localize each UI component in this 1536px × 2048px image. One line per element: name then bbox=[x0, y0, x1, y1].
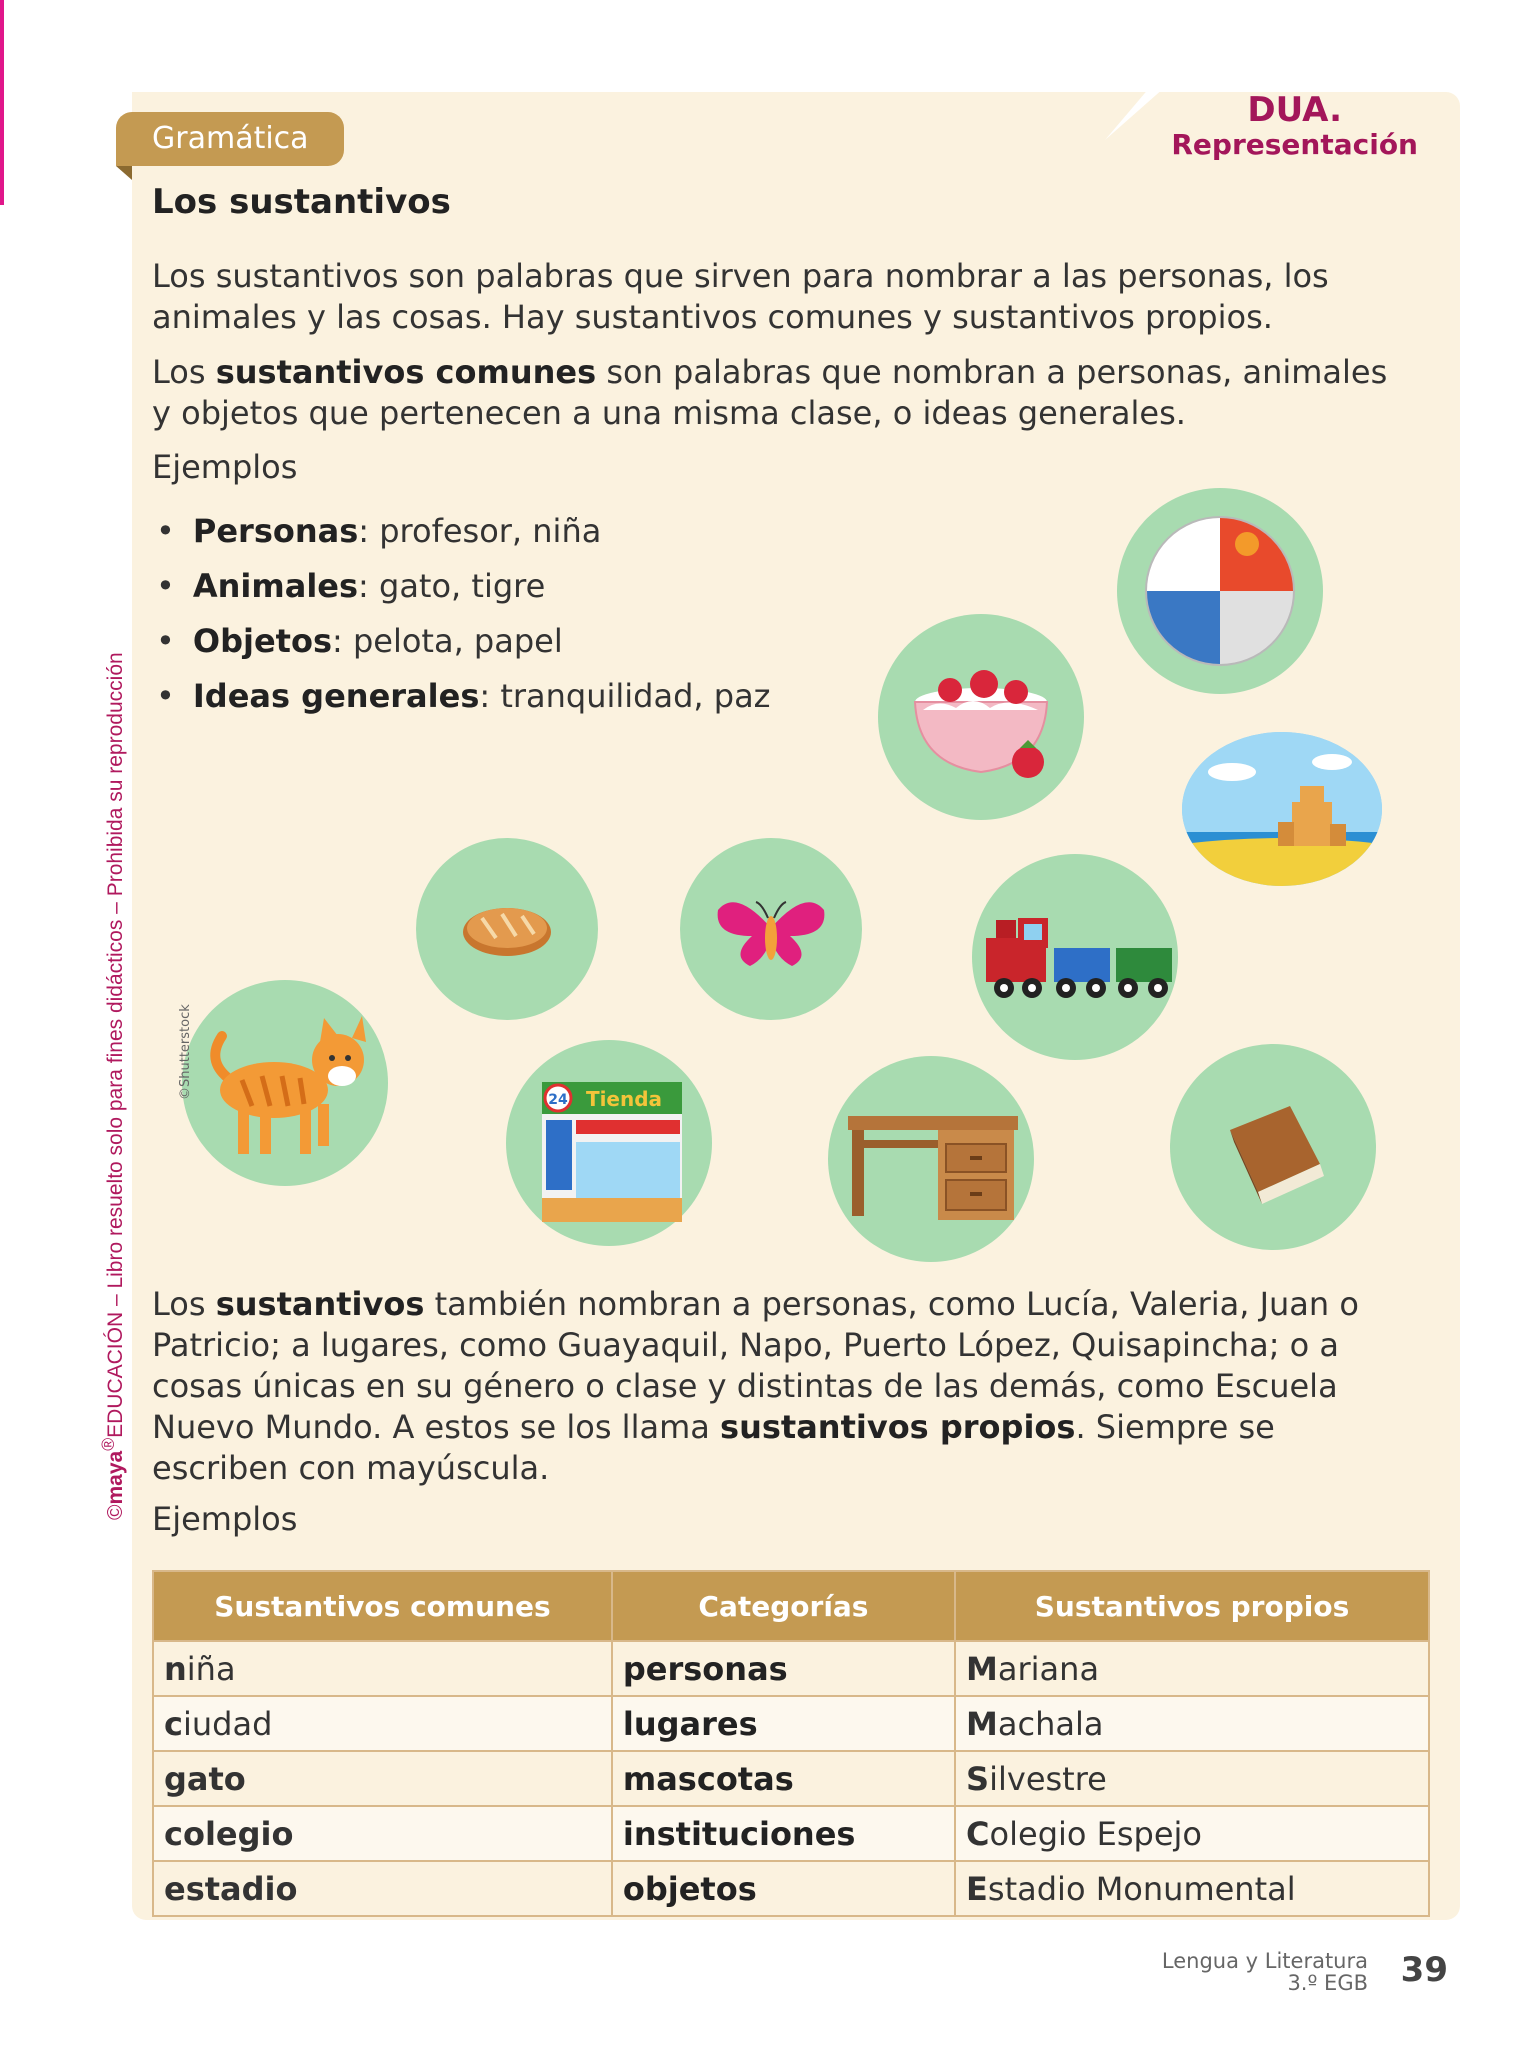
table-row bbox=[153, 1861, 1429, 1916]
book-illustration bbox=[1170, 1044, 1376, 1250]
table-row bbox=[153, 1806, 1429, 1861]
butterfly-illustration bbox=[680, 838, 862, 1020]
image-credit: ©Shutterstock bbox=[178, 1004, 193, 1100]
beach-ball-icon bbox=[1117, 488, 1323, 694]
header-sustantivos-propios: Sustantivos propios bbox=[955, 1571, 1429, 1641]
beach-sandcastle-illustration bbox=[1182, 732, 1382, 886]
book-icon bbox=[1170, 1044, 1376, 1250]
dessert-icon bbox=[878, 614, 1084, 820]
cell-propio: Silvestre bbox=[955, 1751, 1429, 1806]
footer-grade: 3.º EGB bbox=[1287, 1971, 1368, 1995]
examples-list bbox=[150, 504, 770, 724]
cell-categoria: personas bbox=[612, 1641, 955, 1696]
dua-line1: DUA. bbox=[1247, 90, 1342, 130]
list-item: • Animales: gato, tigre bbox=[150, 559, 770, 614]
table-row bbox=[153, 1641, 1429, 1696]
cell-categoria: instituciones bbox=[612, 1806, 955, 1861]
cell-categoria: mascotas bbox=[612, 1751, 955, 1806]
cell-categoria: lugares bbox=[612, 1696, 955, 1751]
table-row bbox=[153, 1696, 1429, 1751]
header-sustantivos-comunes: Sustantivos comunes bbox=[153, 1571, 612, 1641]
list-item: • Objetos: pelota, papel bbox=[150, 614, 770, 669]
dua-label bbox=[1171, 92, 1418, 162]
beach-ball-illustration bbox=[1117, 488, 1323, 694]
cell-propio: Estadio Monumental bbox=[955, 1861, 1429, 1916]
desk-icon bbox=[828, 1056, 1034, 1262]
store-sign-label: Tienda bbox=[585, 1087, 663, 1111]
intro-paragraph: Los sustantivos son palabras que sirven para nombrar a las personas, los animales y las cosas. Hay sustantivos comunes y sustantivos propios. bbox=[152, 257, 1329, 336]
desk-illustration bbox=[828, 1056, 1034, 1262]
bread-illustration bbox=[416, 838, 598, 1020]
propios-paragraph: Los sustantivos también nombran a personas, como Lucía, Valeria, Juan o Patricio; a lugares, como Guayaquil, Napo, Puerto López, Quisapincha; o a cosas únicas en su género o clase y distintas de las demás, como Escuela Nuevo Mundo. A estos se los llama sustantivos propios. Siempre se escriben con mayúscula. bbox=[152, 1285, 1359, 1487]
list-item: • Ideas generales: tranquilidad, paz bbox=[150, 669, 770, 724]
cell-comun: gato bbox=[153, 1751, 612, 1806]
cell-propio: Colegio Espejo bbox=[955, 1806, 1429, 1861]
list-item: • Personas: profesor, niña bbox=[150, 504, 770, 559]
store-sign-number: 24 bbox=[548, 1092, 568, 1108]
cell-comun: niña bbox=[153, 1641, 612, 1696]
comunes-paragraph: Los sustantivos comunes son palabras que nombran a personas, animales y objetos que pertenecen a una misma clase, o ideas generales. bbox=[152, 353, 1388, 432]
header-categorias: Categorías bbox=[612, 1571, 955, 1641]
cell-comun: colegio bbox=[153, 1806, 612, 1861]
footer-subject bbox=[1162, 1950, 1368, 1994]
train-illustration bbox=[972, 854, 1178, 1060]
cat-icon bbox=[182, 980, 388, 1186]
page-number: 39 bbox=[1400, 1950, 1448, 1990]
bread-icon bbox=[416, 838, 598, 1020]
table-row bbox=[153, 1751, 1429, 1806]
page-title: Los sustantivos bbox=[152, 182, 451, 222]
section-tab-fold bbox=[116, 166, 132, 180]
cell-comun: estadio bbox=[153, 1861, 612, 1916]
store-illustration bbox=[506, 1040, 712, 1246]
cat-illustration bbox=[182, 980, 388, 1186]
table-header-row bbox=[153, 1571, 1429, 1641]
cell-propio: Mariana bbox=[955, 1641, 1429, 1696]
section-tab: Gramática bbox=[116, 112, 344, 166]
edge-accent-bar bbox=[0, 0, 4, 205]
dua-line2: Representación bbox=[1171, 128, 1418, 161]
sandcastle-icon bbox=[1182, 732, 1382, 886]
dessert-bowl-illustration bbox=[878, 614, 1084, 820]
train-icon bbox=[966, 854, 1196, 1060]
cell-propio: Machala bbox=[955, 1696, 1429, 1751]
cell-categoria: objetos bbox=[612, 1861, 955, 1916]
examples-label-2: Ejemplos bbox=[152, 1500, 298, 1538]
butterfly-icon bbox=[680, 838, 862, 1020]
store-icon bbox=[506, 1040, 712, 1246]
side-copyright-credit: ©maya®EDUCACIÓN – Libro resuelto solo para fines didácticos – Prohibida su reproducción bbox=[98, 652, 127, 1520]
cell-comun: ciudad bbox=[153, 1696, 612, 1751]
footer-subject-name: Lengua y Literatura bbox=[1161, 1949, 1368, 1973]
examples-label-1: Ejemplos bbox=[152, 448, 298, 486]
nouns-table bbox=[152, 1570, 1430, 1917]
